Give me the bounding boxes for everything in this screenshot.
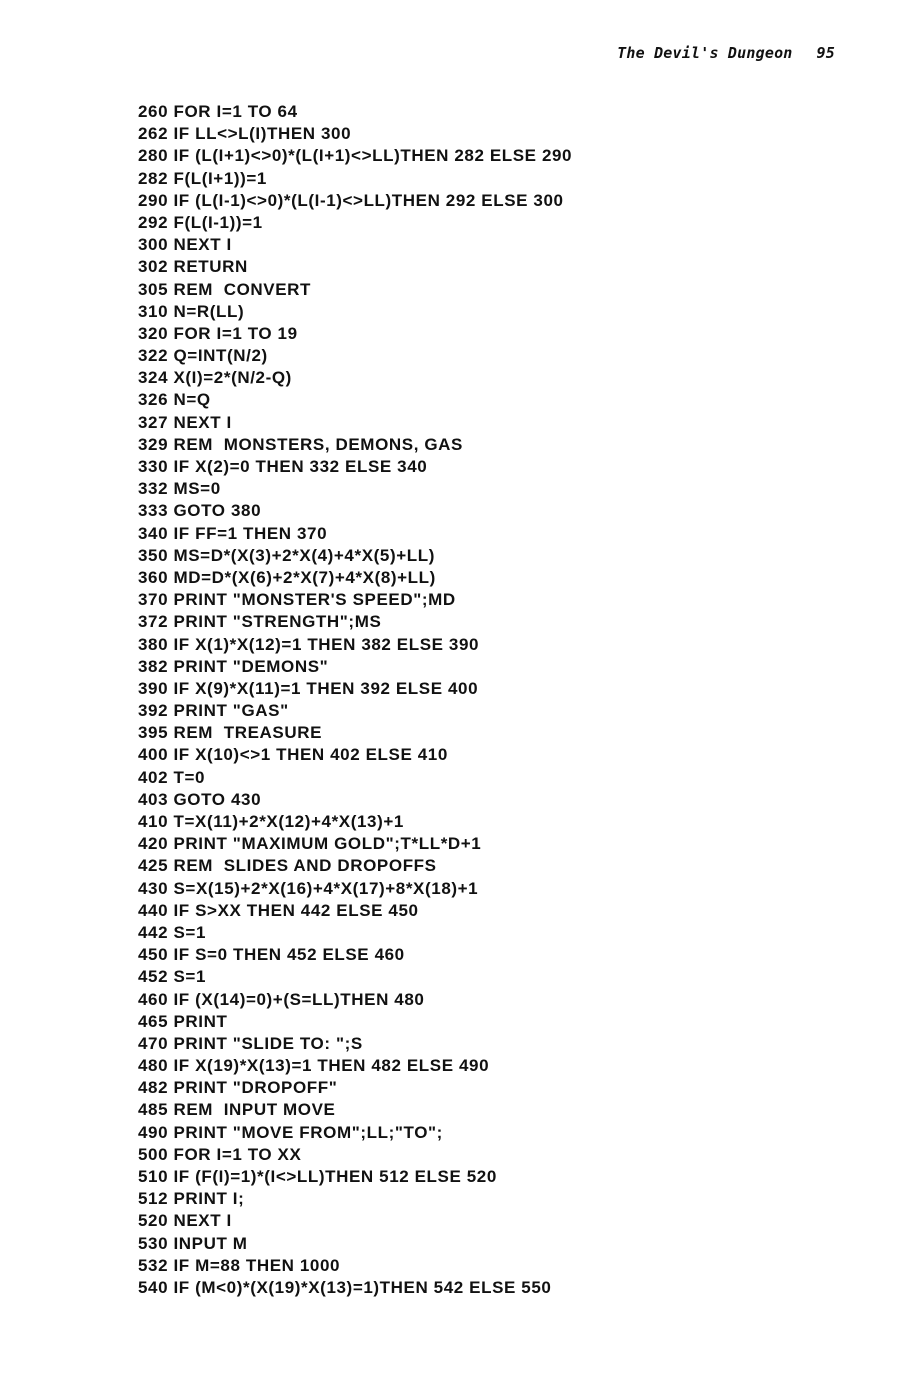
page-number: 95 [816,44,835,62]
code-line: 333 GOTO 380 [138,501,262,521]
code-line: 327 NEXT I [138,412,232,432]
code-line: 403 GOTO 430 [138,789,262,809]
code-line: 392 PRINT "GAS" [138,701,289,721]
code-line: 402 T=0 [138,767,206,787]
code-line: 326 N=Q [138,390,211,410]
code-line: 390 IF X(9)*X(11)=1 THEN 392 ELSE 400 [138,678,479,698]
code-line: 520 NEXT I [138,1211,232,1231]
code-line: 292 F(L(I-1))=1 [138,212,263,232]
code-line: 282 F(L(I+1))=1 [138,168,267,188]
code-line: 452 S=1 [138,967,207,987]
code-line: 482 PRINT "DROPOFF" [138,1078,338,1098]
code-line: 450 IF S=0 THEN 452 ELSE 460 [138,945,405,965]
code-line: 430 S=X(15)+2*X(16)+4*X(17)+8*X(18)+1 [138,878,479,898]
code-line: 460 IF (X(14)=0)+(S=LL)THEN 480 [138,989,425,1009]
code-line: 440 IF S>XX THEN 442 ELSE 450 [138,900,419,920]
code-line: 320 FOR I=1 TO 19 [138,323,298,343]
basic-code-listing [138,101,878,1299]
code-line: 350 MS=D*(X(3)+2*X(4)+4*X(5)+LL) [138,545,435,565]
code-line: 260 FOR I=1 TO 64 [138,102,298,121]
code-line: 442 S=1 [138,922,207,942]
running-header [0,44,835,62]
code-line: 310 N=R(LL) [138,301,245,321]
code-line: 420 PRINT "MAXIMUM GOLD";T*LL*D+1 [138,834,482,854]
code-line: 324 X(I)=2*(N/2-Q) [138,368,292,388]
code-line: 329 REM MONSTERS, DEMONS, GAS [138,434,463,454]
code-line: 470 PRINT "SLIDE TO: ";S [138,1033,363,1053]
code-line: 540 IF (M<0)*(X(19)*X(13)=1)THEN 542 ELSE 550 [138,1277,552,1297]
code-line: 330 IF X(2)=0 THEN 332 ELSE 340 [138,457,428,476]
code-line: 382 PRINT "DEMONS" [138,656,329,676]
running-header-title: The Devil's Dungeon [617,44,793,62]
code-line: 305 REM CONVERT [138,279,312,299]
code-line: 490 PRINT "MOVE FROM";LL;"TO"; [138,1122,443,1142]
code-line: 395 REM TREASURE [138,723,323,743]
code-line: 262 IF LL<>L(I)THEN 300 [138,124,352,144]
code-line: 530 INPUT M [138,1233,248,1253]
code-line: 532 IF M=88 THEN 1000 [138,1255,341,1275]
code-line: 410 T=X(11)+2*X(12)+4*X(13)+1 [138,812,404,831]
code-line: 322 Q=INT(N/2) [138,346,268,366]
code-line: 380 IF X(1)*X(12)=1 THEN 382 ELSE 390 [138,634,480,654]
code-line: 280 IF (L(I+1)<>0)*(L(I+1)<>LL)THEN 282 ELSE 290 [138,146,573,166]
code-line: 465 PRINT [138,1011,228,1031]
code-line: 302 RETURN [138,257,248,277]
code-line: 290 IF (L(I-1)<>0)*(L(I-1)<>LL)THEN 292 ELSE 300 [138,190,564,210]
code-line: 500 FOR I=1 TO XX [138,1144,302,1164]
code-line: 300 NEXT I [138,235,232,255]
code-line: 340 IF FF=1 THEN 370 [138,523,328,543]
code-line: 372 PRINT "STRENGTH";MS [138,612,382,632]
code-line: 512 PRINT I; [138,1189,245,1209]
code-line: 425 REM SLIDES AND DROPOFFS [138,856,437,876]
code-line: 480 IF X(19)*X(13)=1 THEN 482 ELSE 490 [138,1056,490,1076]
code-line: 510 IF (F(I)=1)*(I<>LL)THEN 512 ELSE 520 [138,1167,497,1186]
code-line: 485 REM INPUT MOVE [138,1100,336,1120]
code-line: 332 MS=0 [138,479,221,499]
code-line: 360 MD=D*(X(6)+2*X(7)+4*X(8)+LL) [138,567,436,587]
code-line: 370 PRINT "MONSTER'S SPEED";MD [138,590,456,610]
code-line: 400 IF X(10)<>1 THEN 402 ELSE 410 [138,745,448,765]
